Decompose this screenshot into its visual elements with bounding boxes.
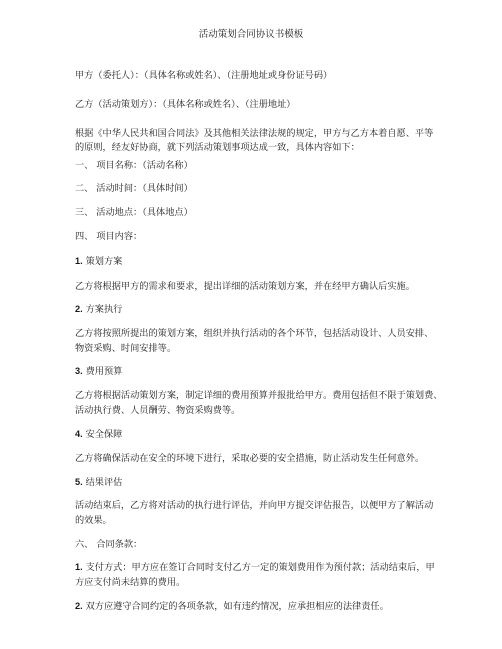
clause-number: 2. — [75, 601, 83, 611]
section-body-line: 乙方将根据甲方的需求和要求，提出详细的活动策划方案，并在经甲方确认后实施。 — [75, 281, 415, 292]
section-heading-text: 结果评估 — [82, 477, 123, 488]
clause-number: 1. — [75, 562, 83, 572]
party-b-line: 乙方（活动策划方）：（具体名称或姓名）、（注册地址） — [75, 99, 296, 110]
section-body-line: 活动结束后，乙方将对活动的执行进行评估，并向甲方提交评估报告，以便甲方了解活动 — [75, 500, 434, 511]
section-number: 1. — [75, 256, 83, 266]
clause-text: 支付方式：甲方应在签订合同时支付乙方一定的策划费用作为预付款；活动结束后，甲 — [82, 562, 435, 573]
section-body-line: 乙方将按照所提出的策划方案，组织并执行活动的各个环节，包括活动设计、人员安排、 — [75, 328, 434, 339]
section-heading-plan — [75, 255, 122, 268]
clause-text-continuation: 方应支付尚未结算的费用。 — [75, 577, 186, 588]
item-activity-time: 二、 活动时间：（具体时间） — [75, 183, 193, 194]
item-activity-place: 三、 活动地点：（具体地点） — [75, 207, 193, 218]
section-heading-text: 费用预算 — [82, 366, 123, 377]
document-title: 活动策划合同协议书模板 — [198, 29, 304, 40]
section-heading-text: 策划方案 — [82, 256, 123, 267]
preamble-line-2: 的原则，经友好协商，就下列活动策划事项达成一致，具体内容如下： — [75, 142, 360, 153]
section-heading-execution — [75, 303, 122, 316]
party-a-line: 甲方（委托人）：（具体名称或姓名）、（注册地址或身份证号码） — [75, 70, 333, 81]
section-body-line: 活动执行费、人员酬劳、物资采购费等。 — [75, 405, 241, 416]
section-heading-evaluation — [75, 476, 122, 489]
section-number: 4. — [75, 429, 83, 439]
item-contract-terms: 六、 合同条款： — [75, 539, 143, 550]
section-body-line: 的效果。 — [75, 515, 112, 526]
clause-payment — [75, 561, 435, 574]
section-number: 2. — [75, 304, 83, 314]
section-heading-safety — [75, 428, 122, 441]
section-body-line: 物资采购、时间安排等。 — [75, 343, 177, 354]
preamble-line-1: 根据《中华人民共和国合同法》及其他相关法律法规的规定，甲方与乙方本着自愿、平等 — [75, 128, 434, 139]
section-heading-budget — [75, 365, 122, 378]
section-heading-text: 方案执行 — [82, 304, 123, 315]
item-project-content: 四、 项目内容： — [75, 231, 143, 242]
clause-compliance — [75, 600, 389, 613]
section-number: 5. — [75, 477, 83, 487]
section-body-line: 乙方将根据活动策划方案，制定详细的费用预算并报批给甲方。费用包括但不限于策划费、 — [75, 390, 443, 401]
section-number: 3. — [75, 366, 83, 376]
section-body-line: 乙方将确保活动在安全的环境下进行，采取必要的安全措施，防止活动发生任何意外。 — [75, 453, 425, 464]
item-project-name: 一、 项目名称：（活动名称） — [75, 160, 193, 171]
clause-text: 双方应遵守合同约定的各项条款，如有违约情况，应承担相应的法律责任。 — [82, 601, 389, 612]
section-heading-text: 安全保障 — [82, 429, 123, 440]
